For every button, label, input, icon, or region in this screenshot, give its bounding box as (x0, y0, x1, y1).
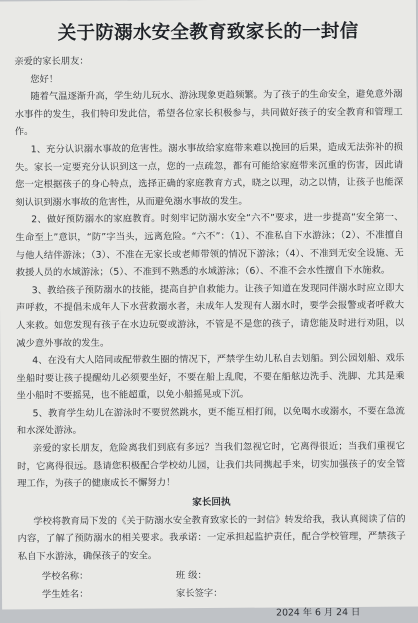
point-2-paragraph: 2、做好预防溺水的家庭教育。时刻牢记防溺水安全“六不”要求，进一步提高“安全第一、生命至上”意识，“防”字当头，远离危险。“六不”：（1）、不准私自下水游泳；（2）、不准擅自与他人结伴游泳；（3）、不准在无家长或老师带领的情况下游泳；（4）、不准到无安全设施、无救援人员的水域游泳；（5）、不准到不熟悉的水域游泳；（6）、不准不会水性擅自下水施救。 (15, 211, 404, 279)
point-4-paragraph: 4、在没有大人陪同或配带救生圈的情况下，严禁学生幼儿私自去划船。到公园划船、戏乐坐船时要让孩子提醒幼儿必须要坐好，不要在船上乱爬，不要在船舷边洗手、洗脚、尤其是乘坐小船时不要摇晃，也不能超重，以免小船摇晃或下沉。 (16, 352, 405, 402)
closing-paragraph: 亲爱的家长朋友，危险离我们到底有多远？当我们忽视它时，它离得很近；当我们重视它时，它离得很远。恳请您积极配合学校幼儿园，让我们共同携起手来，切实加强孩子的安全管理工作，为孩子的健康成长不懈努力！ (17, 440, 406, 490)
point-1-paragraph: 1、充分认识溺水事故的危害性。溺水事故给家庭带来难以挽回的后果，造成无法弥补的损失。家长一定要充分认识到这一点，您的一点疏忽，都有可能给家庭带来沉重的伤害，因此请您一定根据孩子的身心特点，选择正确的家庭教育方式，晓之以理，动之以情，让孩子也能深刻认识到溺水事故的危害性，从而避免溺水事故的发生。 (15, 141, 404, 209)
student-name-field: 学生姓名： (41, 588, 89, 600)
greeting: 亲爱的家长朋友： (14, 55, 89, 68)
school-name-field: 学校名称： (41, 570, 89, 582)
receipt-fields (18, 563, 406, 622)
hello: 您好！ (30, 73, 59, 85)
intro-paragraph: 随着气温逐渐升高，学生幼儿玩水、游泳现象更趋频繁。为了孩子的生命安全，避免意外溺水事件的发生，我们特印发此信，希望各位家长积极参与，共同做好孩子的安全教育和管理工作。 (14, 88, 403, 138)
receipt-title: 家长回执 (192, 496, 231, 508)
point-5-paragraph: 5、教育学生幼儿在游泳时不要贸然跳水，更不能互相打闹，以免喝水或溺水，不要在急流和水深处游泳。 (16, 405, 405, 437)
parent-signature-field: 家长签字： (175, 587, 223, 599)
point-3-paragraph: 3、教给孩子预防溺水的技能，提高自护自救能力。让孩子知道在发现同伴溺水时应立即大声呼救，不提倡未成年人下水营救溺水者，未成年人发现有人溺水时，要学会报警或者呼救大人来救。如您发现有孩子在水边玩耍或游泳，不管是不是您的孩子，请您能及时进行劝阻，以减少意外事故的发生。 (15, 282, 405, 349)
receipt-body: 学校将教育局下发的《关于防溺水安全教育致家长的一封信》转发给我，我认真阅读了信的内容，了解了预防溺水的相关要求。我承诺：一定承担起监护责任，配合学校管理，严禁孩子私自下水游泳，确保孩子的安全。 (17, 513, 406, 563)
class-field: 班 级： (175, 569, 207, 581)
letter-title: 关于防溺水安全教育致家长的一封信 (57, 20, 359, 45)
receipt-date: 2024 年 6 月 24 日 (276, 606, 361, 619)
